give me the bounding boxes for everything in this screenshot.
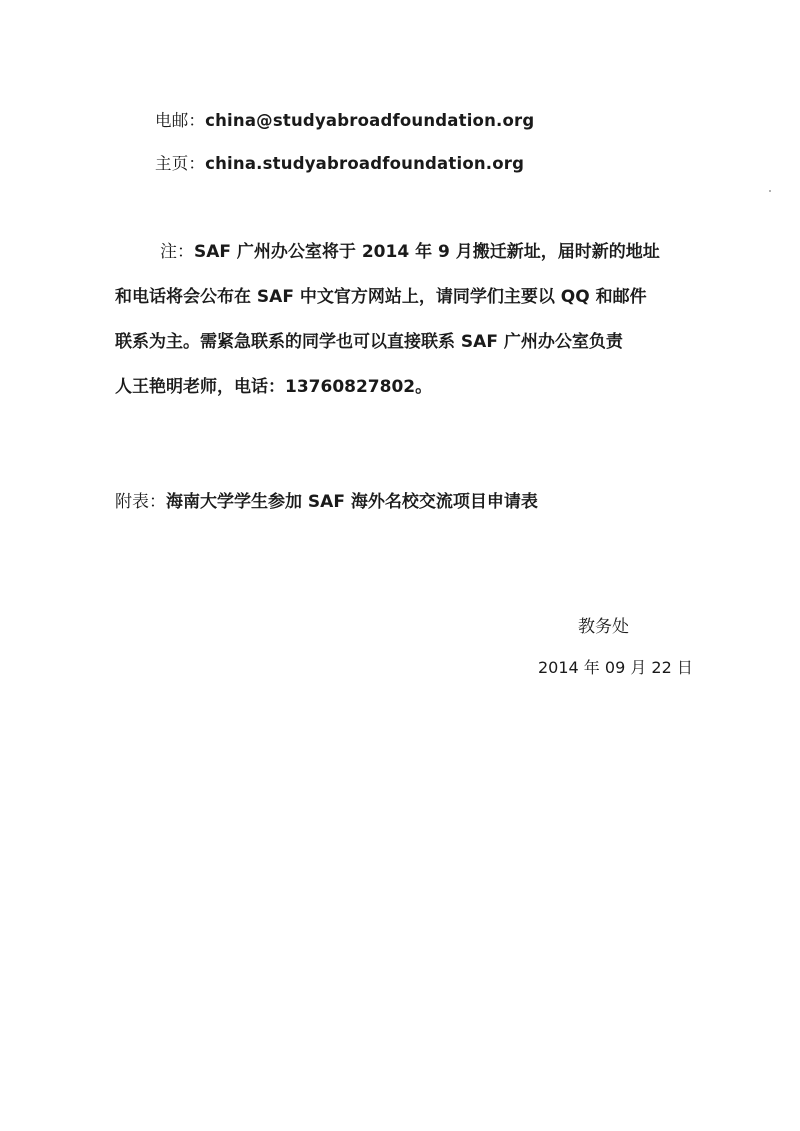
- note-line-1: [115, 230, 715, 275]
- scan-speck: [769, 190, 771, 192]
- note-line-4: 人王艳明老师，电话：13760827802。: [115, 377, 433, 397]
- email-value: china@studyabroadfoundation.org: [205, 111, 535, 130]
- note-line-1-text: SAF 广州办公室将于 2014 年 9 月搬迁新址，届时新的地址: [194, 242, 660, 262]
- note-label: 注：: [160, 242, 194, 262]
- note-line-2: 和电话将会公布在 SAF 中文官方网站上，请同学们主要以 QQ 和邮件: [115, 287, 647, 307]
- email-line: [155, 107, 534, 131]
- signature-date: 2014 年 09 月 22 日: [538, 658, 693, 677]
- homepage-label: 主页：: [155, 154, 206, 173]
- note-paragraph: [115, 230, 715, 410]
- signature-department: 教务处: [578, 617, 629, 637]
- attachment-title: 海南大学学生参加 SAF 海外名校交流项目申请表: [166, 492, 538, 512]
- attachment-label: 附表：: [115, 492, 166, 512]
- attachment-line: [115, 487, 538, 512]
- homepage-line: [155, 150, 524, 174]
- homepage-value: china.studyabroadfoundation.org: [205, 154, 525, 173]
- note-line-3: 联系为主。需紧急联系的同学也可以直接联系 SAF 广州办公室负责: [115, 332, 623, 352]
- email-label: 电邮：: [155, 111, 206, 130]
